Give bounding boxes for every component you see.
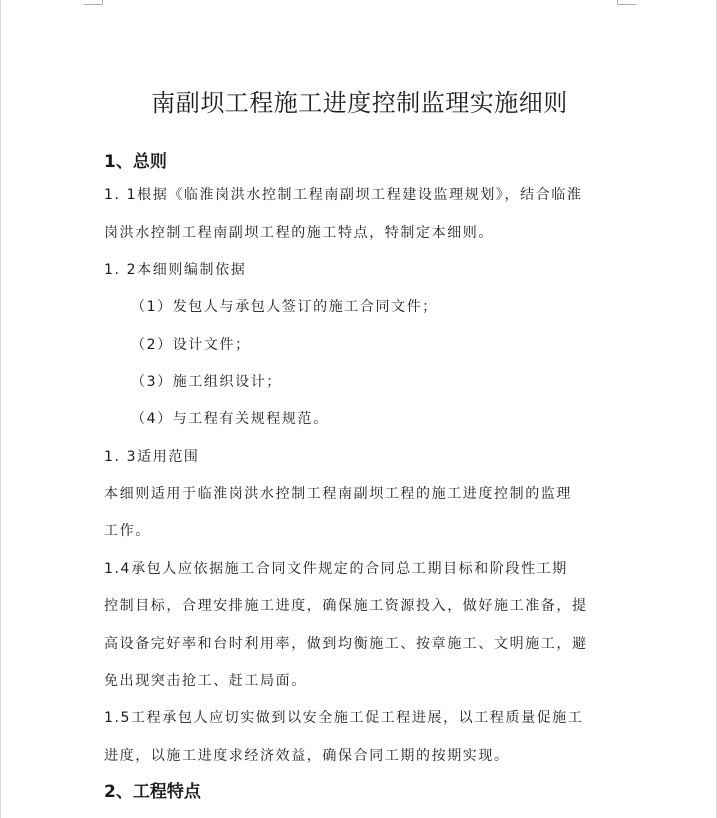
list-item-3: （3）施工组织设计； (131, 374, 282, 390)
paragraph-1-4-line-4: 免出现突击抢工、赶工局面。 (104, 673, 307, 689)
section-heading-1: 1、总则 (104, 152, 167, 172)
list-item-1: （1）发包人与承包人签订的施工合同文件； (131, 299, 438, 315)
paragraph-1-5-line-2: 进度，以施工进度求经济效益，确保合同工期的按期实现。 (104, 748, 510, 764)
section-heading-2: 2、工程特点 (104, 782, 201, 802)
page-corner-mark-left (84, 0, 103, 5)
scope-line-2: 工作。 (104, 523, 151, 539)
paragraph-1-1-line-2: 岗洪水控制工程南副坝工程的施工特点，特制定本细则。 (104, 225, 494, 241)
list-item-4: （4）与工程有关规程规范。 (131, 411, 329, 427)
paragraph-1-3: 1. 3适用范围 (104, 449, 200, 465)
paragraph-1-5-line-1: 1.5工程承包人应切实做到以安全施工促工程进展，以工程质量促施工 (104, 710, 584, 726)
page-corner-mark-right (617, 0, 636, 5)
paragraph-1-4-line-1: 1.4承包人应依据施工合同文件规定的合同总工期目标和阶段性工期 (104, 561, 568, 577)
list-item-2: （2）设计文件； (131, 337, 251, 353)
paragraph-1-4-line-2: 控制目标，合理安排施工进度，确保施工资源投入，做好施工准备，提 (104, 598, 588, 614)
paragraph-1-2: 1. 2本细则编制依据 (104, 262, 247, 278)
scope-line-1: 本细则适用于临淮岗洪水控制工程南副坝工程的施工进度控制的监理 (104, 486, 572, 502)
paragraph-1-4-line-3: 高设备完好率和台时利用率，做到均衡施工、按章施工、文明施工，避 (104, 636, 588, 652)
document-title: 南副坝工程施工进度控制监理实施细则 (151, 89, 568, 117)
paragraph-1-1-line-1: 1. 1根据《临淮岗洪水控制工程南副坝工程建设监理规划》，结合临淮 (104, 187, 583, 203)
